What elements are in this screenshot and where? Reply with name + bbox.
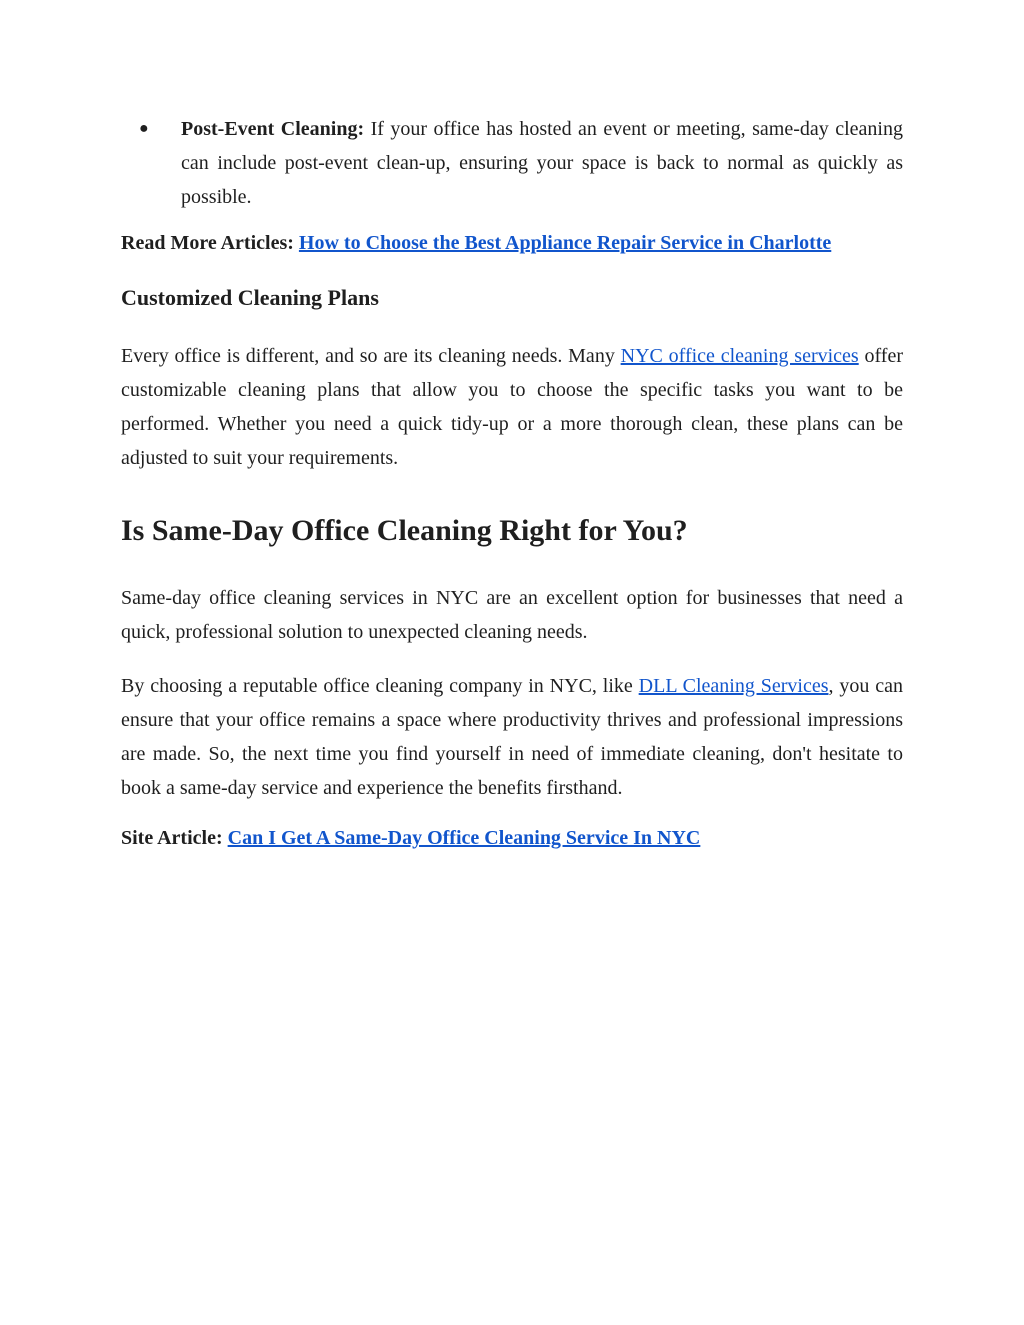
site-article-label: Site Article: <box>121 827 228 849</box>
document-page <box>121 112 903 871</box>
paragraph-choosing <box>121 669 903 805</box>
paragraph-customized <box>121 339 903 475</box>
paragraph-text: Every office is different, and so are its cleaning needs. Many <box>121 345 621 367</box>
site-article-link[interactable]: Can I Get A Same-Day Office Cleaning Service In NYC <box>227 827 701 849</box>
section-heading-customized: Customized Cleaning Plans <box>121 285 379 310</box>
site-article-line <box>121 825 903 851</box>
paragraph-text: , you can ensure that your office remains a space where productivity thrives and professional impressions are made. So, the next time you find yourself in need of immediate cleaning, don't hesitate to book a same-day service and experience the benefits firsthand. <box>121 675 903 799</box>
bullet-title: Post-Event Cleaning: <box>181 118 365 140</box>
list-item <box>121 112 903 214</box>
paragraph-text: offer customizable cleaning plans that allow you to choose the specific tasks you want to be performed. Whether you need a quick tidy-up or a more thorough clean, these plans can be adjusted to suit your requirements. <box>121 345 904 469</box>
nyc-office-cleaning-link[interactable]: NYC office cleaning services <box>620 345 859 367</box>
bullet-icon: ● <box>139 120 149 137</box>
dll-cleaning-link[interactable]: DLL Cleaning Services <box>638 675 829 697</box>
paragraph-text: By choosing a reputable office cleaning company in NYC, like <box>121 675 639 697</box>
section-heading-right-for-you: Is Same-Day Office Cleaning Right for You? <box>121 514 688 547</box>
read-more-line <box>121 230 903 256</box>
bullet-text: If your office has hosted an event or meeting, same-day cleaning can include post-event clean-up, ensuring your space is back to normal as quickly as possible. <box>181 118 903 208</box>
read-more-link[interactable]: How to Choose the Best Appliance Repair Service in Charlotte <box>298 232 832 254</box>
paragraph-same-day: Same-day office cleaning services in NYC are an excellent option for businesses that need a quick, professional solution to unexpected cleaning needs. <box>121 587 903 643</box>
read-more-label: Read More Articles: <box>121 232 299 254</box>
bullet-list <box>121 112 903 214</box>
